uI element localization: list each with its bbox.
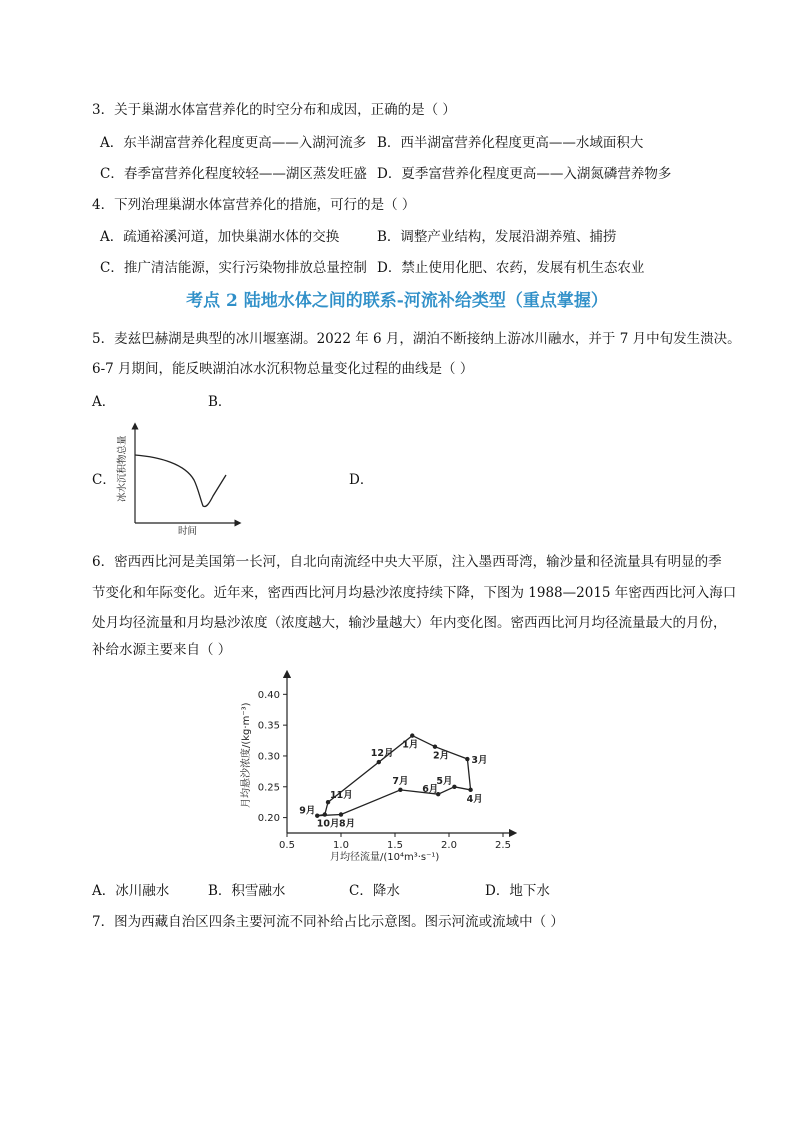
q5-option-a: A． <box>92 394 116 410</box>
chart-point-label: 4月 <box>466 793 483 805</box>
q5-graph-x-label: 时间 <box>178 526 198 537</box>
q4-stem: 4．下列治理巢湖水体富营养化的措施，可行的是（ ） <box>92 197 416 213</box>
chart-y-tick-label: 0.40 <box>257 689 280 701</box>
chart-point-label: 11月 <box>330 790 353 802</box>
q5-option-c: C． <box>92 472 116 488</box>
chart-x-tick-label: 0.5 <box>279 840 295 851</box>
chart-point <box>315 814 319 818</box>
q3-option-d: D．夏季富营养化程度更高——入湖氮磷营养物多 <box>377 166 672 182</box>
q5-option-d: D． <box>349 472 374 488</box>
chart-point-label: 5月 <box>436 775 453 787</box>
chart-y-tick-label: 0.20 <box>257 813 280 825</box>
chart-x-tick-label: 1.0 <box>333 840 349 851</box>
q4-option-b: B．调整产业结构，发展沿湖养殖、捕捞 <box>377 229 617 245</box>
chart-point <box>323 812 327 816</box>
chart-y-tick-label: 0.35 <box>257 720 280 732</box>
q6-option-a: A．冰川融水 <box>92 883 170 899</box>
q6-line-4: 补给水源主要来自（ ） <box>92 642 232 658</box>
chart-point <box>465 757 469 761</box>
chart-point <box>410 733 414 737</box>
chart-point-label: 10月 <box>316 818 340 830</box>
chart-y-tick-label: 0.25 <box>257 782 280 794</box>
chart-point <box>452 785 456 789</box>
chart-point-label: 3月 <box>471 755 488 767</box>
section-heading: 考点 2 陆地水体之间的联系-河流补给类型（重点掌握） <box>186 291 608 311</box>
chart-x-tick-label: 2.5 <box>495 840 511 851</box>
chart-x-tick-label: 2.0 <box>441 840 457 851</box>
chart-point-label: 1月 <box>402 739 419 751</box>
q6-runoff-sediment-chart <box>235 668 535 873</box>
chart-point <box>433 745 437 749</box>
q5-option-c-graph <box>110 420 245 538</box>
q5-graph-y-label: 冰水沉积物总量 <box>117 435 128 502</box>
chart-point-label: 6月 <box>422 784 439 796</box>
q5-line-1: 5．麦兹巴赫湖是典型的冰川堰塞湖。2022 年 6 月，湖泊不断接纳上游冰川融水，并于 7 月中旬发生溃决。 <box>92 331 741 347</box>
q3-option-c: C．春季富营养化程度较轻——湖区蒸发旺盛 <box>100 166 367 182</box>
chart-point <box>468 788 472 792</box>
q6-option-c: C．降水 <box>349 883 400 899</box>
q6-option-b: B．积雪融水 <box>208 883 286 899</box>
q5-option-b: B． <box>208 394 232 410</box>
q3-option-a: A．东半湖富营养化程度更高——入湖河流多 <box>100 135 367 151</box>
chart-point-label: 2月 <box>432 750 450 762</box>
q4-option-c: C．推广清洁能源，实行污染物排放总量控制 <box>100 260 367 276</box>
chart-point-label: 8月 <box>339 818 356 830</box>
chart-x-tick-label: 1.5 <box>387 840 403 851</box>
chart-point-label: 12月 <box>370 748 394 760</box>
chart-y-axis-label: 月均悬沙浓度/(kg·m⁻³) <box>241 702 252 808</box>
chart-y-tick-label: 0.30 <box>257 751 280 763</box>
chart-point <box>398 788 402 792</box>
chart-point-label: 9月 <box>299 805 316 817</box>
q3-stem: 3．关于巢湖水体富营养化的时空分布和成因，正确的是（ ） <box>92 102 456 118</box>
chart-point <box>377 760 381 764</box>
q5-graph-curve <box>135 455 226 507</box>
q5-line-2: 6-7 月期间，能反映湖泊冰水沉积物总量变化过程的曲线是（ ） <box>92 361 474 377</box>
q4-option-d: D．禁止使用化肥、农药，发展有机生态农业 <box>377 260 645 276</box>
q6-line-3: 处月均径流量和月均悬沙浓度（浓度越大，输沙量越大）年内变化图。密西西比河月均径流量最大的月份， <box>92 615 727 631</box>
chart-x-axis-label: 月均径流量/(10⁴m³·s⁻¹) <box>330 852 440 863</box>
q7-line-1: 7．图为西藏自治区四条主要河流不同补给占比示意图。图示河流或流域中（ ） <box>92 914 564 930</box>
q6-line-1: 6．密西西比河是美国第一长河，自北向南流经中央大平原，注入墨西哥湾，输沙量和径流量具有明显的季 <box>92 554 722 570</box>
chart-point-label: 7月 <box>392 775 409 787</box>
q6-option-d: D．地下水 <box>485 883 550 899</box>
q6-line-2: 节变化和年际变化。近年来，密西西比河月均悬沙浓度持续下降，下图为 1988—2015 年密西西比河入海口 <box>92 585 737 601</box>
q3-option-b: B．西半湖富营养化程度更高——水域面积大 <box>377 135 644 151</box>
chart-point <box>339 812 343 816</box>
q4-option-a: A．疏通裕溪河道，加快巢湖水体的交换 <box>100 229 340 245</box>
